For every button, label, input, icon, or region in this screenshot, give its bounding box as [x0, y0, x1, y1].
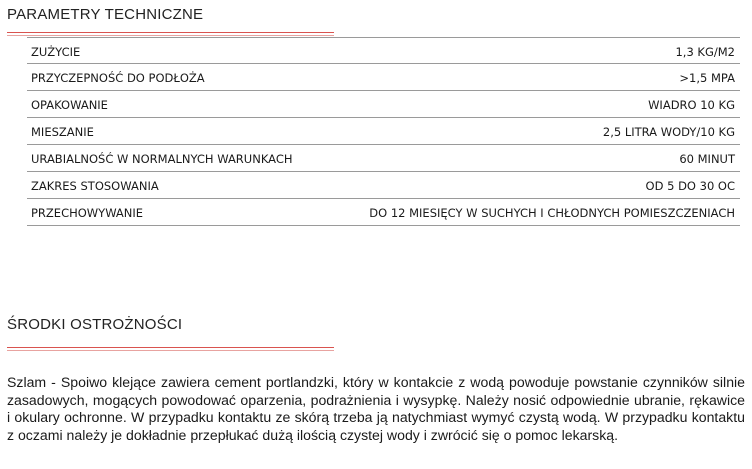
param-value: OD 5 DO 30 OC [645, 179, 735, 193]
technical-parameters-table [27, 37, 740, 226]
param-label: OPAKOWANIE [31, 98, 108, 112]
technical-section-title: PARAMETRY TECHNICZNE [7, 6, 204, 23]
param-label: PRZECHOWYWANIE [31, 206, 144, 220]
table-row [27, 64, 740, 91]
param-label: ZAKRES STOSOWANIA [31, 179, 159, 193]
param-value: DO 12 MIESIĘCY W SUCHYCH I CHŁODNYCH POMIESZCZENIACH [369, 206, 735, 220]
table-row [27, 37, 740, 64]
param-label: MIESZANIE [31, 125, 94, 139]
param-label: ZUŻYCIE [31, 45, 81, 59]
param-value: 60 MINUT [679, 152, 735, 166]
table-row [27, 118, 740, 145]
technical-title-rule [7, 32, 334, 36]
param-value: 2,5 LITRA WODY/10 KG [602, 125, 735, 139]
table-row [27, 91, 740, 118]
param-value: >1,5 MPA [679, 71, 735, 85]
table-row [27, 145, 740, 172]
safety-section-title: ŚRODKI OSTROŻNOŚCI [7, 316, 183, 333]
table-row [27, 172, 740, 199]
safety-description: Szlam - Spoiwo klejące zawiera cement portlandzki, który w kontakcie z wodą powoduje powstanie czynników silnie zasadowych, mogących powodować oparzenia, podrażnienia i wysypkę. Należy nosić odpowiednie ubranie, rękawice i okulary ochronne. W przypadku kontaktu ze skórą trzeba ją natychmiast wymyć czystą wodą. W przypadku kontaktu z oczami należy je dokładnie przepłukać dużą ilością czystej wody i zwrócić się o pomoc lekarską. [7, 374, 745, 443]
param-label: PRZYCZEPNOŚĆ DO PODŁOŻA [31, 71, 205, 85]
safety-title-rule [7, 347, 334, 351]
param-value: 1,3 KG/M2 [675, 45, 735, 59]
table-row [27, 199, 740, 226]
param-value: WIADRO 10 KG [648, 98, 735, 112]
param-label: URABIALNOŚĆ W NORMALNYCH WARUNKACH [31, 152, 293, 166]
